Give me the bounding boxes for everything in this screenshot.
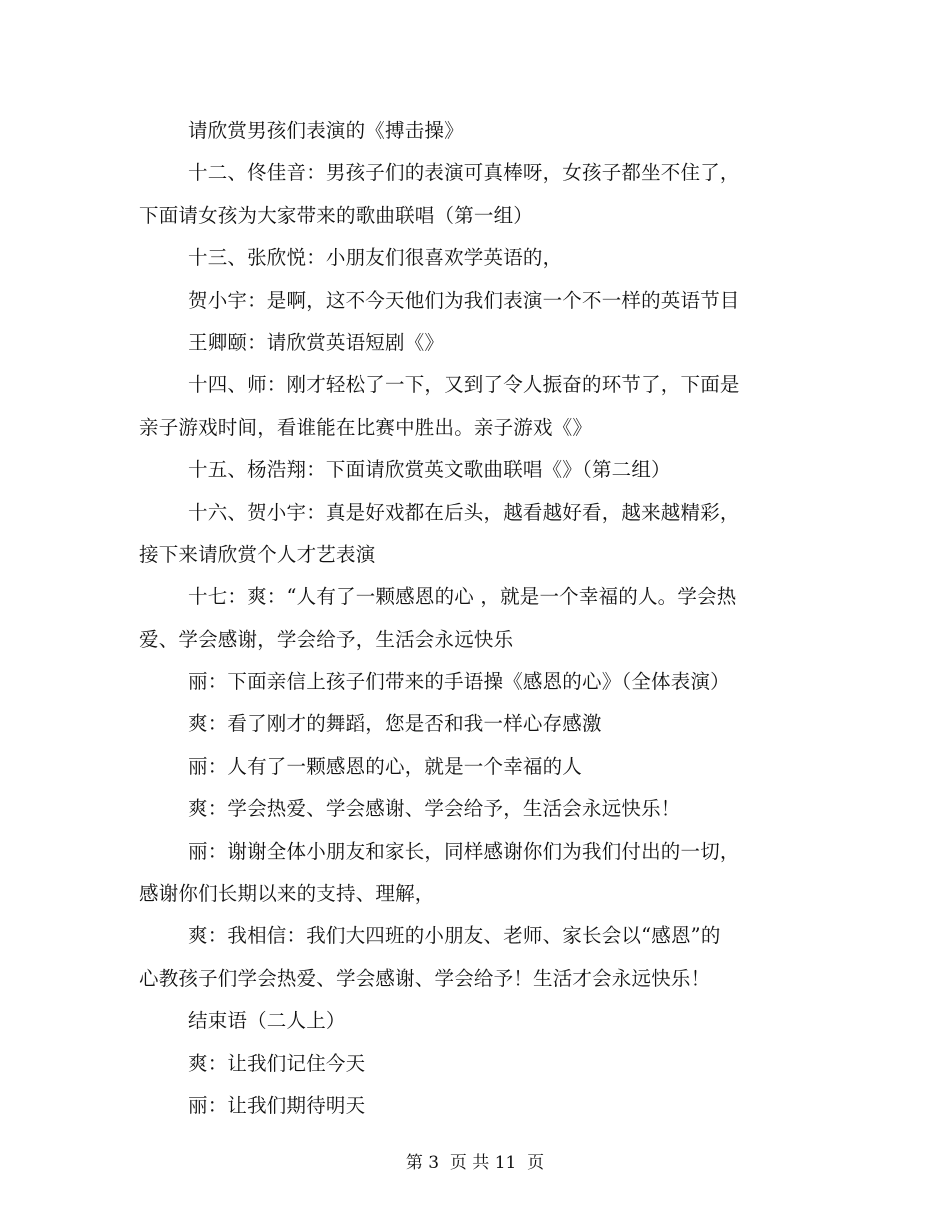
text-line: 心教孩子们学会热爱、学会感谢、学会给予！生活才会永远快乐！: [139, 966, 711, 990]
text-line: 十二、佟佳音：男孩子们的表演可真棒呀，女孩子都坐不住了，: [188, 161, 740, 185]
text-line: 十七：爽：“人有了一颗感恩的心 ，就是一个幸福的人。学会热: [188, 585, 737, 609]
text-line: 结束语（二人上）: [188, 1009, 346, 1033]
page-footer: 第 3 页 共 11 页: [405, 1153, 545, 1173]
text-line: 亲子游戏时间，看谁能在比赛中胜出。亲子游戏《》: [139, 415, 593, 439]
text-line: 下面请女孩为大家带来的歌曲联唱（第一组）: [139, 203, 534, 227]
text-line: 十四、师：刚才轻松了一下，又到了令人振奋的环节了，下面是: [188, 373, 740, 397]
text-line: 十六、贺小宇：真是好戏都在后头，越看越好看，越来越精彩，: [188, 500, 740, 524]
text-line: 爽：我相信：我们大四班的小朋友、老师、家长会以“感恩”的: [188, 924, 721, 948]
text-line: 丽：谢谢全体小朋友和家长，同样感谢你们为我们付出的一切，: [188, 839, 740, 863]
text-line: 爽：学会热爱、学会感谢、学会给予，生活会永远快乐！: [188, 797, 681, 821]
document-body: [139, 110, 779, 1127]
text-line: 丽：下面亲信上孩子们带来的手语操《感恩的心》（全体表演）: [188, 670, 730, 694]
text-line: 接下来请欣赏个人才艺表演: [139, 542, 376, 566]
text-line: 爽：让我们记住今天: [188, 1051, 366, 1075]
text-line: 爱、学会感谢，学会给予，生活会永远快乐: [139, 627, 514, 651]
text-line: 丽：让我们期待明天: [188, 1093, 366, 1117]
text-line: 丽：人有了一颗感恩的心，就是一个幸福的人: [188, 754, 583, 778]
text-line: 十三、张欣悦：小朋友们很喜欢学英语的，: [188, 246, 563, 270]
text-line: 贺小宇：是啊，这不今天他们为我们表演一个不一样的英语节目: [188, 288, 740, 312]
text-line: 感谢你们长期以来的支持、理解，: [139, 882, 435, 906]
text-line: 爽：看了刚才的舞蹈，您是否和我一样心存感激: [188, 712, 602, 736]
text-line: 王卿颐：请欣赏英语短剧《》: [188, 330, 445, 354]
text-line: 请欣赏男孩们表演的《搏击操》: [188, 119, 464, 142]
text-line: 十五、杨浩翔：下面请欣赏英文歌曲联唱《》（第二组）: [188, 458, 671, 482]
